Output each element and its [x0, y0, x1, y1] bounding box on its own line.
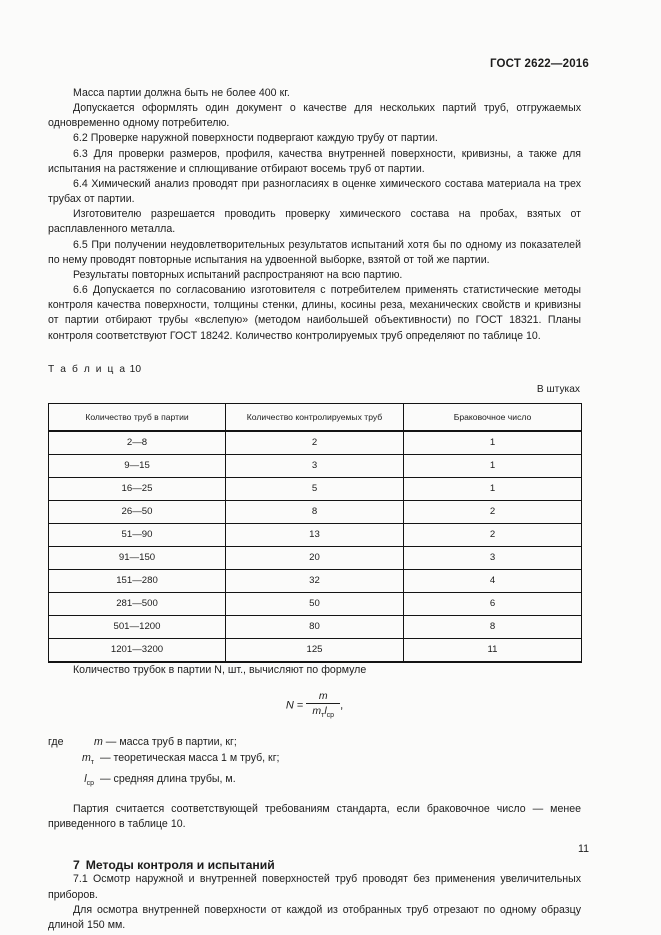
formula-denominator-m: m — [312, 704, 322, 717]
table-row — [49, 546, 582, 569]
page-number: 11 — [578, 843, 589, 855]
table-row — [49, 569, 582, 592]
table-row — [49, 431, 582, 455]
formula-denominator-l: l — [324, 704, 327, 717]
table-body — [49, 431, 582, 662]
legend-definition: — масса труб в партии, кг; — [105, 735, 237, 748]
legend-symbol-subscript: ср — [86, 780, 94, 788]
paragraph-clause-6-4: 6.4 Химический анализ проводят при разногласиях в оценке химического состава материала на трех трубах от партии. — [48, 177, 581, 206]
cell-rejection-number: 2 — [404, 523, 582, 546]
cell-batch-quantity: 1201—3200 — [49, 638, 226, 662]
cell-inspected-quantity: 125 — [226, 638, 404, 662]
paragraph-mass-limit: Масса партии должна быть не более 400 кг. — [73, 87, 290, 99]
formula-lhs: N — [285, 699, 294, 712]
cell-inspected-quantity: 50 — [226, 592, 404, 615]
formula-denominator-m-subscript: т — [321, 711, 325, 719]
legend-definition: — средняя длина трубы, м. — [100, 773, 236, 786]
cell-inspected-quantity: 2 — [226, 431, 404, 455]
table-units-note: В штуках — [536, 383, 580, 395]
formula-legend — [48, 734, 581, 792]
section-title: Методы контроля и испытаний — [85, 858, 275, 873]
table-row — [49, 477, 582, 500]
legend-definition: — теоретическая масса 1 м труб, кг; — [100, 751, 280, 764]
legend-item — [48, 734, 581, 750]
cell-batch-quantity: 501—1200 — [49, 615, 226, 638]
cell-inspected-quantity: 3 — [226, 454, 404, 477]
paragraph-clause-6-5: 6.5 При получении неудовлетворительных результатов испытаний хотя бы по одному из показателей по нему проводят повторные испытания на удвоенной выборке, взятой от той же партии. — [48, 238, 581, 266]
table-row — [49, 454, 582, 477]
table-caption-number: 10 — [129, 363, 141, 375]
cell-inspected-quantity: 32 — [226, 569, 404, 592]
paragraph-clause-6-3: 6.3 Для проверки размеров, профиля, качества внутренней поверхности, кривизны, а также для испытания на растяжение и сплющивание отбирают восемь труб от партии. — [48, 147, 581, 175]
document-body — [48, 86, 581, 933]
cell-rejection-number: 2 — [404, 500, 582, 523]
section-heading-7 — [48, 858, 581, 872]
cell-inspected-quantity: 13 — [226, 523, 404, 546]
cell-inspected-quantity: 5 — [226, 477, 404, 500]
table-row — [49, 523, 582, 546]
table-header-row — [49, 403, 582, 431]
cell-rejection-number: 4 — [404, 569, 582, 592]
paragraph-clause-7-2: Для осмотра внутренней поверхности от каждой из отобранных труб отрезают по одному образцу длиной 150 мм. — [48, 903, 581, 931]
cell-inspected-quantity: 20 — [226, 546, 404, 569]
cell-batch-quantity: 91—150 — [49, 546, 226, 569]
cell-batch-quantity: 51—90 — [49, 523, 226, 546]
cell-rejection-number: 1 — [404, 477, 582, 500]
standard-reference-header: ГОСТ 2622—2016 — [489, 58, 589, 70]
paragraph-manufacturer-permission: Изготовителю разрешается проводить проверку химического состава на пробах, взятых от расплавленного металла. — [48, 208, 581, 236]
table-header-rejection-number: Браковочное число — [404, 403, 582, 431]
legend-lead-word: где — [48, 735, 64, 748]
legend-item — [48, 771, 581, 792]
cell-rejection-number: 8 — [404, 615, 582, 638]
paragraph-conformity: Партия считается соответствующей требованиям стандарта, если браковочное число — менее приведенного в таблице 10. — [48, 803, 581, 831]
cell-batch-quantity: 2—8 — [49, 431, 226, 455]
cell-rejection-number: 6 — [404, 592, 582, 615]
table-row — [49, 500, 582, 523]
cell-rejection-number: 3 — [404, 546, 582, 569]
legend-symbol-wrap — [48, 750, 100, 771]
table-caption — [48, 364, 581, 375]
cell-rejection-number: 1 — [404, 454, 582, 477]
paragraph-clause-6-2: 6.2 Проверке наружной поверхности подвергают каждую трубу от партии. — [73, 132, 438, 145]
table-caption-label: Т а б л и ц а — [48, 363, 127, 375]
paragraph-formula-intro: Количество трубок в партии N, шт., вычисляют по формуле — [73, 663, 367, 676]
legend-symbol: l — [84, 773, 87, 786]
paragraph-retest-results: Результаты повторных испытаний распространяют на всю партию. — [73, 268, 403, 281]
table-row — [49, 592, 582, 615]
table-row — [49, 638, 582, 662]
cell-inspected-quantity: 80 — [226, 615, 404, 638]
cell-batch-quantity: 9—15 — [49, 454, 226, 477]
cell-rejection-number: 11 — [404, 638, 582, 662]
cell-batch-quantity: 26—50 — [49, 500, 226, 523]
table-header-batch-quantity: Количество труб в партии — [49, 403, 226, 431]
formula-fraction — [306, 690, 340, 719]
cell-batch-quantity: 281—500 — [49, 592, 226, 615]
cell-batch-quantity: 151—280 — [49, 569, 226, 592]
formula-numerator: m — [306, 690, 340, 704]
legend-item — [48, 750, 581, 771]
table-10 — [48, 403, 582, 663]
legend-symbol: m — [81, 751, 91, 764]
legend-symbol-subscript: т — [90, 759, 94, 767]
formula-block — [48, 691, 581, 720]
cell-batch-quantity: 16—25 — [49, 477, 226, 500]
table-header-inspected-quantity: Количество контролируемых труб — [226, 403, 404, 431]
formula-equals: = — [296, 699, 304, 712]
table-row — [49, 615, 582, 638]
legend-symbol: m — [94, 735, 103, 748]
cell-rejection-number: 1 — [404, 431, 582, 455]
paragraph-clause-7-1: 7.1 Осмотр наружной и внутренней поверхностей труб проводят без применения увеличительных приборов. — [48, 873, 581, 901]
formula-denominator-l-subscript: ср — [326, 711, 335, 719]
paragraph-clause-6-6: 6.6 Допускается по согласованию изготовителя с потребителем применять статистические методы контроля качества поверхности, толщины стенки, длины, косины реза, механических свойств и кривизны от партии отбирают трубы «вслепую» (методом наибольшей объективности) по ГОСТ 18321. Планы контроля соответствуют ГОСТ 18242. Количество контролируемых труб определяют по таблице 10. — [48, 284, 581, 342]
paragraph-single-document: Допускается оформлять один документ о качестве для нескольких партий труб, отгружаемых одновременно одному потребителю. — [48, 102, 581, 130]
formula-trailing-comma: , — [340, 699, 344, 712]
formula-denominator — [306, 704, 340, 719]
cell-inspected-quantity: 8 — [226, 500, 404, 523]
legend-symbol-wrap — [48, 771, 100, 792]
section-number: 7 — [73, 858, 80, 873]
